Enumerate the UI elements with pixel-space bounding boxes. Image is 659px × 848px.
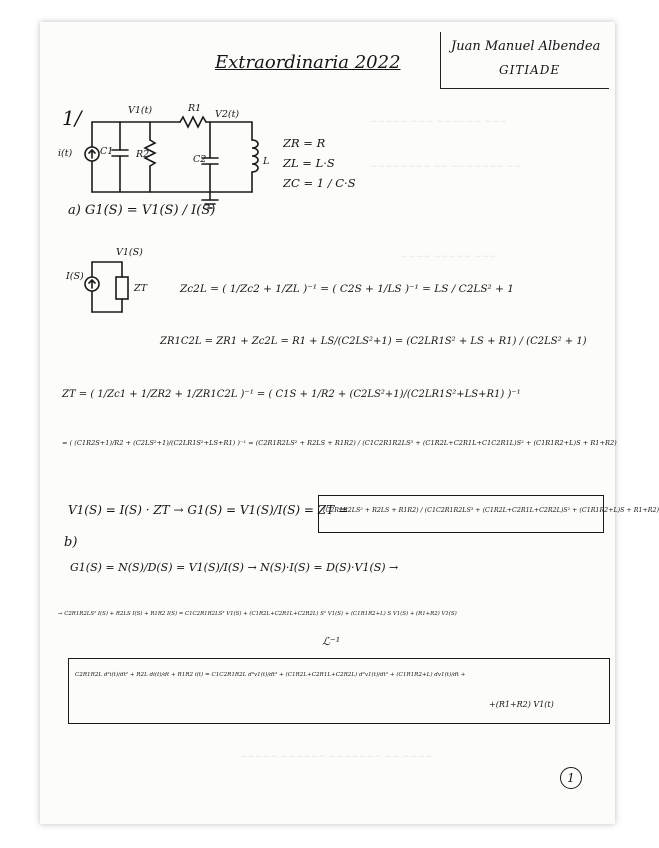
question-number: 1/ bbox=[62, 106, 82, 130]
bleed-through: ~~~~~~~~ ~~ ~~~~~~~ ~~ bbox=[370, 162, 522, 172]
eq-zc2l: Zc2L = ( 1/Zc2 + 1/ZL )⁻¹ = ( C2S + 1/LS )⁻¹ = LS / C2LS² + 1 bbox=[180, 283, 514, 295]
eq-b1: G1(S) = N(S)/D(S) = V1(S)/I(S) → N(S)·I(S) = D(S)·V1(S) → bbox=[70, 561, 399, 574]
equiv-v1-label: V1(S) bbox=[116, 247, 143, 258]
exam-sheet bbox=[40, 22, 659, 824]
result-box-ode bbox=[68, 658, 610, 724]
boxed-ode-line2: +(R1+R2) V1(t) bbox=[489, 700, 554, 709]
source-label: i(t) bbox=[58, 148, 73, 159]
laplace-inverse: ℒ⁻¹ bbox=[322, 635, 341, 648]
l-label: L bbox=[263, 156, 270, 167]
impedance-l: ZL = L·S bbox=[283, 156, 335, 170]
bleed-through: ~~~~ ~~~~~ ~~~ bbox=[400, 252, 497, 262]
boxed-g1: (C2R1R2LS² + R2LS + R1R2) / (C1C2R1R2LS³ + (C1R2L+C2R1L+C2R2L)S² + (C1R1R2+L)S + R1+R2) bbox=[323, 507, 659, 514]
result-box-g1 bbox=[318, 495, 659, 533]
impedance-r: ZR = R bbox=[283, 136, 326, 150]
zt-label: ZT bbox=[134, 283, 147, 294]
eq-b2: → C2R1R2LS² I(S) + R2LS I(S) + R1R2 I(S) = C1C2R1R2LS³ V1(S) + (C1R2L+C2R1L+C2R2L) S² V1(S) + (C1R1R2+L) S V1(S) + (R1+R2) V1(S) bbox=[58, 611, 457, 617]
boxed-ode-line1: C2R1R2L d²i(t)/dt² + R2L di(t)/dt + R1R2 i(t) = C1C2R1R2L d³v1(t)/dt³ + (C1R2L+C2R1L+C2R2L) d²v1(t)/dt² + (C1R1R2+L) dv1(t)/dt + bbox=[75, 672, 466, 678]
group-name: GITIADE bbox=[499, 63, 561, 77]
v1-label: V1(t) bbox=[128, 105, 153, 116]
part-a-statement: a) G1(S) = V1(S) / I(S) bbox=[68, 203, 216, 218]
author-name: Juan Manuel Albendea bbox=[451, 39, 601, 54]
bleed-through: ~~~~~ ~~~~~~ ~~~~~~~ ~~ ~~~~ bbox=[240, 752, 433, 762]
page-number: 1 bbox=[560, 767, 582, 789]
r1-label: R1 bbox=[188, 103, 202, 114]
equiv-source-label: I(S) bbox=[66, 271, 84, 282]
eq-zt-1: ZT = ( 1/Zc1 + 1/ZR2 + 1/ZR1C2L )⁻¹ = ( C1S + 1/R2 + (C2LS²+1)/(C2LR1S²+LS+R1) )⁻¹ bbox=[62, 389, 521, 400]
r2-label: R2 bbox=[136, 149, 150, 160]
impedance-c: ZC = 1 / C·S bbox=[283, 176, 356, 190]
page-title: Extraordinaria 2022 bbox=[215, 52, 401, 73]
v2-label: V2(t) bbox=[215, 109, 240, 120]
eq-zr1c2l: ZR1C2L = ZR1 + Zc2L = R1 + LS/(C2LS²+1) = (C2LR1S² + LS + R1) / (C2LS² + 1) bbox=[160, 336, 587, 347]
bleed-through: ~~~~~ ~~~ ~~~~~~ ~~~ bbox=[370, 117, 507, 127]
c2-label: C2 bbox=[193, 154, 207, 165]
eq-zt-2: = ( (C1R2S+1)/R2 + (C2LS²+1)/(C2LR1S²+LS+R1) )⁻¹ = (C2R1R2LS² + R2LS + R1R2) / (C1C2R1R2LS³ + (C1R2L+C2R1L+C1C2R1L)S² + (C1R1R2+L)S + R1+R2) bbox=[62, 439, 617, 447]
eq-v1: V1(S) = I(S) · ZT → G1(S) = V1(S)/I(S) = ZT = bbox=[68, 503, 348, 517]
part-b-label: b) bbox=[64, 535, 78, 550]
c1-label: C1 bbox=[100, 146, 114, 157]
